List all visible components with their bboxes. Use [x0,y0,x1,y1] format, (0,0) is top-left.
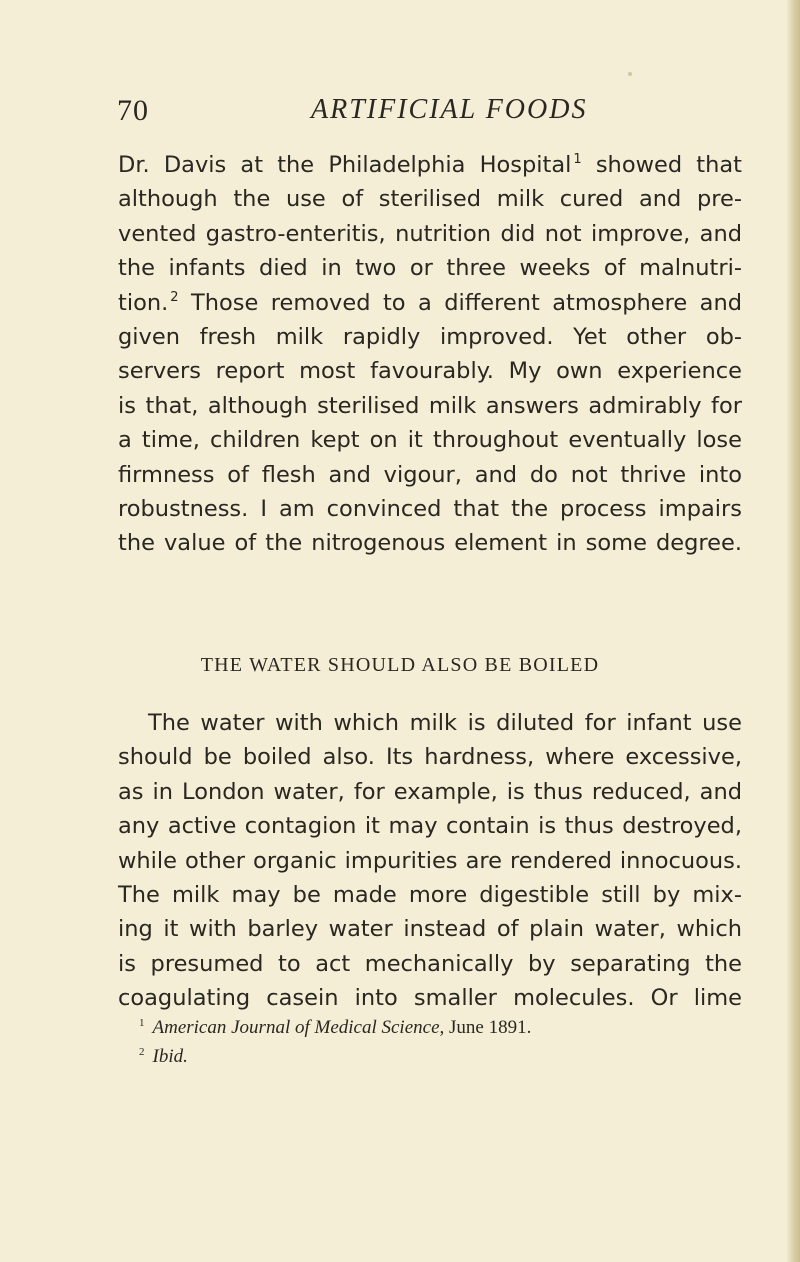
text-line: robustness. I am convinced that the process impairs [118,496,742,523]
text-line: given fresh milk rapidly improved. Yet other ob- [118,324,742,351]
text-line: The milk may be made more digestible still by mix- [118,882,742,909]
text-line: the value of the nitrogenous element in some degree. [118,530,742,557]
text-line: tion. $^2$ Those removed to a different atmosphere and [118,289,742,316]
text-line: vented gastro-enteritis, nutrition did not improve, and [118,220,742,247]
page-number: 70 [117,94,149,127]
footnote-mark: 1 [139,1017,145,1029]
text-line: firmness of flesh and vigour, and do not thrive into [118,461,742,488]
text-line: while other organic impurities are rendered innocuous. [118,847,742,874]
footnote-2: $^2$ Ibid. [139,1046,188,1067]
footnote-ref-2[interactable]: 2 [170,289,179,305]
section-heading: THE WATER SHOULD ALSO BE BOILED [200,654,600,676]
text-line: a time, children kept on it throughout eventually lose [118,427,742,454]
text-line: the infants died in two or three weeks of malnutri- [118,255,742,282]
paragraph-1 [118,148,742,561]
text-line: Dr. Davis at the Philadelphia Hospital $^1$ showed that [118,152,742,178]
text-line: coagulating casein into smaller molecules. Or lime [118,985,742,1012]
text-line: ing it with barley water instead of plain water, which [118,916,742,943]
text-line: as in London water, for example, is thus reduced, and [118,778,742,805]
running-head: ARTIFICIAL FOODS [311,94,588,125]
text-line: any active contagion it may contain is thus destroyed, [118,813,742,840]
footnote-mark: 2 [139,1046,145,1058]
text-line: servers report most favourably. My own experience [118,358,742,385]
paragraph-2 [118,706,742,1016]
footnotes [139,1011,759,1069]
text-line: should be boiled also. Its hardness, where excessive, [118,744,742,771]
footnote-ref-1[interactable]: 1 [573,152,582,167]
paper-speck [628,72,632,76]
text-line: is that, although sterilised milk answers admirably for [118,392,742,419]
page-edge-shadow [786,0,800,1262]
footnote-1: $^1$ American Journal of Medical Science, June 1891. [139,1017,532,1038]
text-line: although the use of sterilised milk cured and pre- [118,186,742,213]
text-line: is presumed to act mechanically by separating the [118,950,742,977]
text-line: The water with which milk is diluted for infant use [148,710,742,736]
page-header [0,94,800,134]
